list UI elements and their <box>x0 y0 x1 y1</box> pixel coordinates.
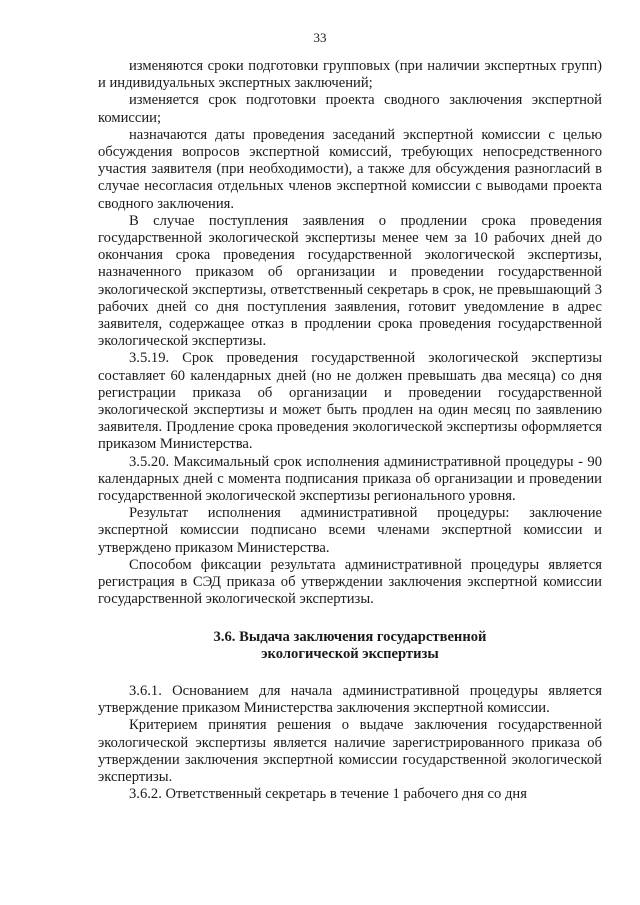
paragraph: изменяется срок подготовки проекта сводного заключения экспертной комиссии; <box>98 92 602 126</box>
paragraph: Критерием принятия решения о выдаче заключения государственной экологической экспертизы является наличие зарегистрированного приказа об утверждении заключения экспертной комиссии государственной экологической экспертизы. <box>98 717 602 785</box>
paragraph: 3.6.2. Ответственный секретарь в течение 1 рабочего дня со дня <box>129 786 527 803</box>
page-number: 33 <box>313 30 327 45</box>
section-heading <box>98 629 602 663</box>
paragraph: 3.6.1. Основанием для начала административной процедуры является утверждение приказом Министерства заключения экспертной комиссии. <box>98 682 602 717</box>
document-body <box>98 58 602 803</box>
paragraph: назначаются даты проведения заседаний экспертной комиссии с целью обсуждения вопросов экспертной комиссий, требующих непосредственного участия заявителя (при необходимости), а также для обсуждения разногласий в случае несогласия отдельных членов экспертной комиссии с выводами проекта сводного заключения. <box>98 126 602 212</box>
paragraph: изменяются сроки подготовки групповых (при наличии экспертных групп) и индивидуальных экспертных заключений; <box>98 58 602 92</box>
paragraph: Способом фиксации результата административной процедуры является регистрация в СЭД приказа об утверждении заключения экспертной комиссии государственной экологической экспертизы. <box>98 556 602 608</box>
section-heading-line: экологической экспертизы <box>261 645 439 662</box>
paragraph: В случае поступления заявления о продлении срока проведения государственной экологической экспертизы менее чем за 10 рабочих дней до окончания срока проведения государственной экологической экспертизы, назначенного приказом об организации и проведении государственной экологической экспертизы, ответственный секретарь в срок, не превышающий 3 рабочих дней со дня поступления заявления, готовит уведомление в адрес заявителя, содержащее отказ в продлении срока проведения государственной экологической экспертизы. <box>98 212 602 350</box>
paragraph: Результат исполнения административной процедуры: заключение экспертной комиссии подписано всеми членами экспертной комиссии и утверждено приказом Министерства. <box>98 505 602 556</box>
paragraph: 3.5.20. Максимальный срок исполнения административной процедуры - 90 календарных дней с момента подписания приказа об организации и проведении государственной экологической экспертизы регионального уровня. <box>98 453 602 505</box>
paragraph: 3.5.19. Срок проведения государственной экологической экспертизы составляет 60 календарных дней (но не должен превышать два месяца) со дня регистрации приказа об организации и проведении государственной экологической экспертизы и может быть продлен на один месяц по заявлению заявителя. Продление срока проведения экологической экспертизы оформляется приказом Министерства. <box>98 350 602 453</box>
section-heading-line: 3.6. Выдача заключения государственной <box>213 628 487 645</box>
